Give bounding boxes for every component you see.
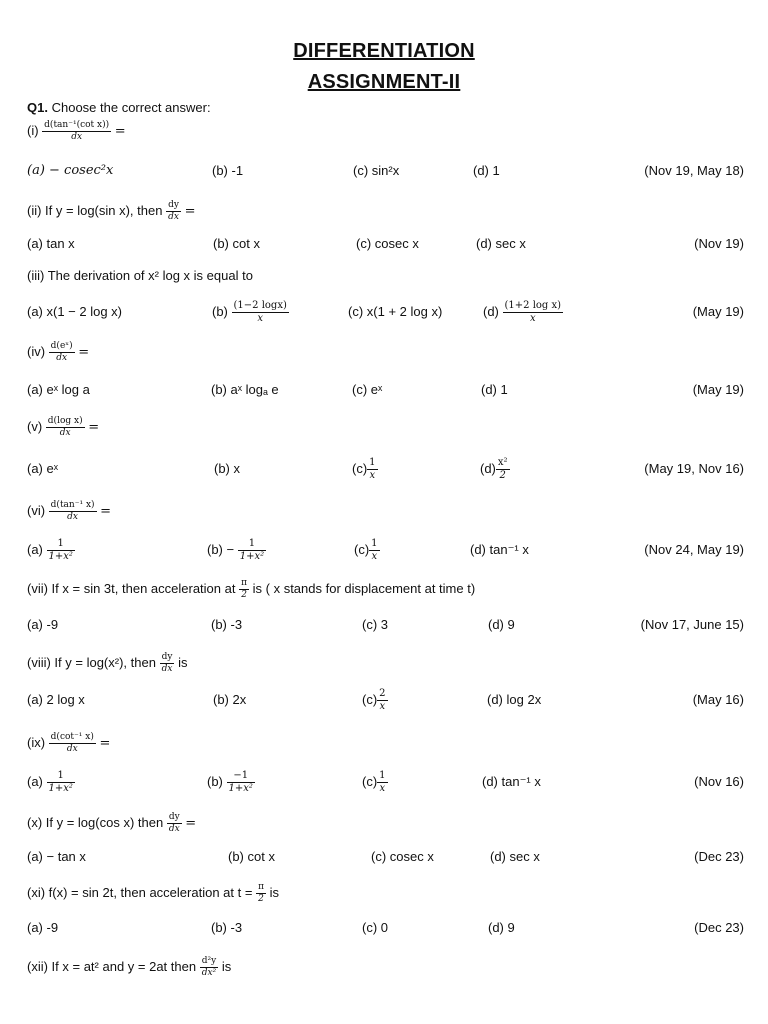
option-b: (b) $\frac{-1}{\text{1+x²}}$ [207,770,253,794]
option-a: (a) $\frac{1}{\text{1+x²}}$ [27,770,73,794]
option-c: (c) $\frac{1}{x}$ [354,538,378,562]
option-b: (b) $\frac{(1-2 \log x)}{x}$ [212,300,287,324]
options-row-viii [0,688,768,716]
exam-reference: (May 19) [692,382,744,397]
question-xi [27,882,279,905]
option-d: (d) tan⁻¹ x [470,542,529,557]
option-d: (d) sec x [476,236,526,251]
exam-reference: (Nov 19, May 18) [644,163,744,178]
question-tail: is ( x stands for displacement at time t) [252,580,476,596]
fraction: $\frac{\text{d²y}}{\text{dx²}}$ [201,956,217,978]
option-c: (c) $\frac{1}{x}$ [362,770,386,794]
question-label: (viii) If y = log(x²), then [27,654,156,670]
fraction: $\frac{dy}{dx}$ [168,200,179,222]
options-row-x [0,849,768,873]
options-row-ii [0,236,768,260]
option-a: (a) eˣ [27,461,58,476]
question-number: Q1. [27,100,48,115]
option-a: (a) tan x [27,236,75,251]
question-i: (i) $\frac{\text{d(tan⁻¹(cot x))}}{dx}$ = [27,120,126,142]
fraction: $\frac{\text{d(tan⁻¹ x)}}{dx}$ [50,500,95,522]
option-c: (c) sin²x [353,163,400,178]
option-b: (b) -3 [211,617,243,632]
exam-reference: (Dec 23) [694,920,744,935]
exam-reference: (Dec 23) [694,849,744,864]
question-xii [27,956,231,979]
question-label: (iii) The derivation of x² log x is equal to [27,268,253,283]
fraction: $\frac{dy}{dx}$ [161,652,173,674]
option-c: (c) x(1 + 2 log x) [348,304,443,319]
question-tail: is [221,958,232,974]
exam-reference: (Nov 24, May 19) [644,542,744,557]
option-b: (b) -1 [212,163,244,178]
options-row-i [0,163,768,187]
options-row-ix [0,770,768,798]
option-b: (b) -3 [211,920,243,935]
options-row-vi [0,538,768,566]
question-intro [27,100,211,115]
option-c: (c) 0 [362,920,388,935]
option-c: (c) eˣ [352,382,383,397]
option-d: (d) sec x [490,849,540,864]
question-x: (x) If y = log(cos x) then $\frac{dy}{dx}$ = [27,812,197,834]
option-a: (a) $\frac{1}{\text{1+x²}}$ [27,538,73,562]
option-d: (d) 9 [488,920,515,935]
options-row-iv [0,382,768,406]
question-viii [27,652,187,675]
option-a: (a) − cosec²x [27,163,114,178]
option-c: (c) cosec x [356,236,419,251]
option-c: (c) $\frac{1}{x}$ [352,457,376,481]
question-label: (xi) f(x) = sin 2t, then acceleration at t = [27,884,253,900]
question-iii [27,268,253,283]
option-d: (d) $\frac{\text{(1+2 log x)}}{x}$ [483,300,562,324]
option-a: (a) − tan x [27,849,86,864]
option-b: (b) cot x [228,849,275,864]
options-row-vii [0,617,768,641]
option-c: (c) cosec x [371,849,434,864]
option-a: (a) eˣ log a [27,382,90,397]
option-d: (d) tan⁻¹ x [482,774,541,789]
question-label: (i) [27,122,39,138]
question-label: (x) If y = log(cos x) then [27,814,164,830]
fraction: $\frac{dy}{dx}$ [168,812,180,834]
question-label: (ii) If y = log(sin x), then [27,202,163,218]
question-v: (v) $\frac{\text{d(log x)}}{dx}$ = [27,416,100,438]
document-subtitle: ASSIGNMENT-II [307,71,461,93]
question-tail: is [269,884,279,900]
options-row-xi [0,920,768,944]
options-row-v [0,457,768,485]
exam-reference: (Nov 16) [694,774,744,789]
fraction: $\frac{\text{d(log x)}}{dx}$ [47,416,83,438]
option-a: (a) -9 [27,617,59,632]
option-d: (d) $\frac{\text{x²}}{2}$ [480,457,508,481]
option-d: (d) 9 [488,617,515,632]
fraction: $\frac{\pi}{2}$ [258,882,264,904]
option-b: (b) 2x [213,692,247,707]
option-a: (a) -9 [27,920,59,935]
fraction: $\frac{\text{d(cot⁻¹ x)}}{dx}$ [50,732,94,754]
fraction: $\frac{\text{d(eˣ)}}{dx}$ [50,341,73,363]
question-label: (iv) [27,343,46,359]
question-iv: (iv) $\frac{\text{d(eˣ)}}{dx}$ = [27,341,90,363]
question-vi: (vi) $\frac{\text{d(tan⁻¹ x)}}{dx}$ = [27,500,112,522]
question-label: (xii) If x = at² and y = 2at then [27,958,197,974]
options-row-iii [0,300,768,328]
question-label: (vii) If x = sin 3t, then acceleration at [27,580,236,596]
option-b: (b) x [214,461,240,476]
option-b: (b) aˣ logₐ e [211,382,279,397]
option-c: (c) $\frac{2}{x}$ [362,688,386,712]
exam-reference: (May 19) [692,304,744,319]
fraction: $\frac{\pi}{2}$ [241,578,248,600]
question-label: (ix) [27,734,46,750]
question-vii [27,578,475,601]
question-instruction: Choose the correct answer: [51,100,211,115]
option-c: (c) 3 [362,617,388,632]
option-d: (d) 1 [473,163,500,178]
question-label: (vi) [27,502,46,518]
exam-reference: (May 19, Nov 16) [644,461,744,476]
option-b: (b) cot x [213,236,260,251]
question-ii: (ii) If y = log(sin x), then $\frac{dy}{dx}$ = [27,200,196,222]
document-title: DIFFERENTIATION [293,40,475,62]
exam-reference: (Nov 19) [694,236,744,251]
question-label: (v) [27,418,43,434]
exam-reference: (Nov 17, June 15) [640,617,744,632]
option-a: (a) x(1 − 2 log x) [27,304,123,319]
option-a: (a) 2 log x [27,692,85,707]
fraction: $\frac{\text{d(tan⁻¹(cot x))}}{dx}$ [44,120,110,142]
option-b: (b) − $\frac{1}{\text{1+x²}}$ [207,538,265,562]
exam-reference: (May 16) [692,692,744,707]
option-d: (d) log 2x [487,692,542,707]
question-ix: (ix) $\frac{\text{d(cot⁻¹ x)}}{dx}$ = [27,732,111,754]
question-tail: is [178,654,188,670]
option-d: (d) 1 [481,382,508,397]
